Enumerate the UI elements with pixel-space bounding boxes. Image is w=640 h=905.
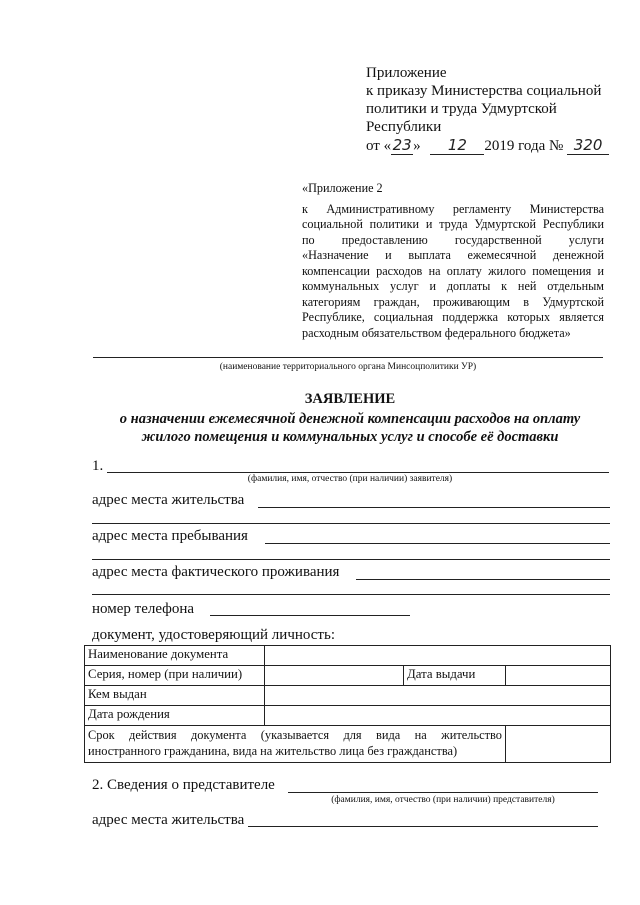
table-row	[85, 686, 611, 706]
phone-label: номер телефона	[92, 601, 195, 617]
title-sub-1: о назначении ежемесячной денежной компенсации расходов на оплату	[119, 411, 581, 427]
representative-caption: (фамилия, имя, отчество (при наличии) представителя)	[331, 795, 555, 805]
order-date-line	[366, 136, 626, 156]
validity-line-2: иностранного гражданина, вида на жительство лица без гражданства)	[88, 744, 458, 758]
doc-name-label: Наименование документа	[85, 646, 265, 666]
series-label: Серия, номер (при наличии)	[85, 666, 265, 686]
doc-name-field[interactable]	[265, 646, 611, 666]
phone-field[interactable]	[210, 615, 410, 616]
issue-date-label: Дата выдачи	[404, 666, 506, 686]
appendix-line: Республике, социальная поддержка которых является	[302, 310, 604, 324]
residence-field[interactable]	[258, 507, 610, 508]
stay-label: адрес места пребывания	[92, 528, 248, 544]
organ-caption: (наименование территориального органа Минсоцполитики УР)	[219, 362, 477, 372]
stay-field-cont[interactable]	[92, 559, 610, 560]
representative-fio-field[interactable]	[288, 792, 598, 793]
day-close: »	[413, 138, 421, 154]
issue-date-field[interactable]	[506, 666, 611, 686]
applicant-fio-field[interactable]	[107, 472, 609, 473]
actual-residence-label: адрес места фактического проживания	[92, 564, 340, 580]
appendix-line: коммунальных услуг и доплаты к ней отдельным	[302, 279, 604, 293]
series-field[interactable]	[265, 666, 404, 686]
from-prefix: от «	[366, 138, 392, 154]
appendix-line: компенсации расходов на оплату жилого помещения и	[302, 263, 604, 278]
appendix-line: расходным обязательством федерального бюджета»	[302, 325, 571, 340]
fio-caption: (фамилия, имя, отчество (при наличии) заявителя)	[247, 474, 453, 484]
birth-date-label: Дата рождения	[85, 706, 265, 726]
table-row	[85, 706, 611, 726]
header-line-4: Республики	[366, 119, 442, 135]
actual-residence-field[interactable]	[356, 579, 610, 580]
residence-label: адрес места жительства	[92, 492, 245, 508]
appendix-line: социальной политики и труда Удмуртской Республики	[302, 217, 604, 231]
issued-by-field[interactable]	[265, 686, 611, 706]
appendix-line: «Назначение и выплата ежемесячной денежной	[302, 248, 604, 262]
item-1-number: 1.	[92, 458, 104, 474]
identity-label: документ, удостоверяющий личность:	[92, 627, 335, 643]
header-line-2: к приказу Министерства социальной	[366, 83, 602, 99]
representative-residence-field[interactable]	[248, 826, 598, 827]
handwritten-day: 23	[392, 136, 412, 154]
statement-title	[60, 390, 640, 446]
header-line-1: Приложение	[366, 65, 447, 81]
year-text: 2019 года №	[484, 138, 564, 154]
organ-name-line	[93, 357, 603, 358]
title-sub-2: жилого помещения и коммунальных услуг и способе её доставки	[141, 429, 559, 445]
appendix-line: к Административному регламенту Министерства	[302, 201, 604, 216]
appendix-line: по предоставлению государственной услуги	[302, 232, 604, 247]
stay-field[interactable]	[265, 543, 610, 544]
table-row	[85, 726, 611, 763]
table-row	[85, 646, 611, 666]
actual-residence-field-cont[interactable]	[92, 594, 610, 595]
header-line-3: политики и труда Удмуртской	[366, 101, 557, 117]
handwritten-month: 12	[430, 136, 484, 155]
appendix-block	[302, 181, 604, 341]
table-row	[85, 666, 611, 686]
title-main: ЗАЯВЛЕНИЕ	[304, 391, 396, 407]
representative-heading: 2. Сведения о представителе	[92, 777, 275, 793]
appendix-title: «Приложение 2	[302, 181, 383, 195]
validity-line-1: Срок действия документа (указывается для вида на жительство	[88, 728, 502, 742]
handwritten-number: 320	[567, 136, 609, 155]
validity-label	[85, 726, 506, 763]
appendix-line: категориям граждан, проживающим в Удмуртской	[302, 294, 604, 309]
issued-by-label: Кем выдан	[85, 686, 265, 706]
validity-field[interactable]	[506, 726, 611, 763]
residence-field-cont[interactable]	[92, 523, 610, 524]
birth-date-field[interactable]	[265, 706, 611, 726]
identity-document-table	[84, 645, 611, 763]
representative-residence-label: адрес места жительства	[92, 812, 245, 828]
order-header	[366, 64, 616, 136]
